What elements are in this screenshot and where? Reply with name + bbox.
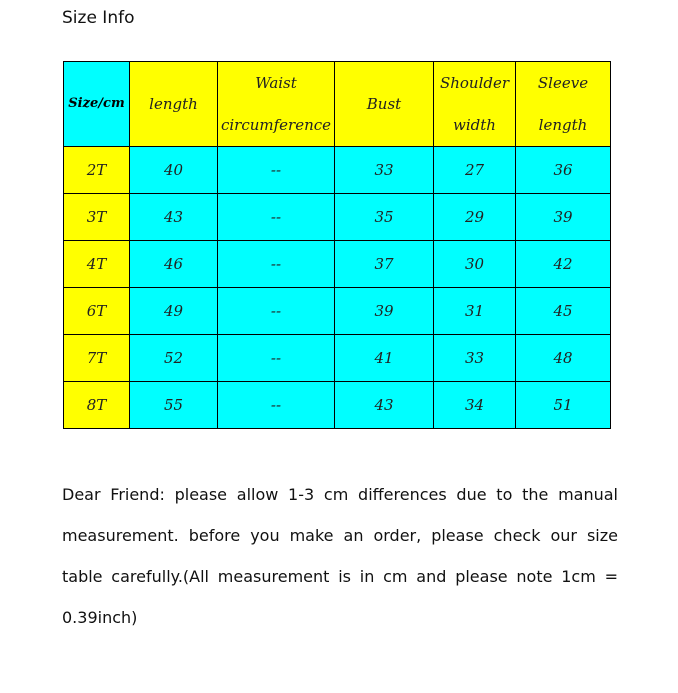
cell-waist: -- — [218, 335, 335, 382]
page-title: Size Info — [62, 8, 135, 28]
header-waist — [218, 62, 335, 147]
cell-waist: -- — [218, 194, 335, 241]
cell-sleeve: 36 — [516, 147, 611, 194]
cell-size: 3T — [64, 194, 130, 241]
cell-shoulder: 27 — [434, 147, 516, 194]
cell-size: 8T — [64, 382, 130, 429]
cell-shoulder: 34 — [434, 382, 516, 429]
header-sleeve — [516, 62, 611, 147]
cell-size: 4T — [64, 241, 130, 288]
cell-sleeve: 51 — [516, 382, 611, 429]
header-shoulder — [434, 62, 516, 147]
cell-waist: -- — [218, 241, 335, 288]
cell-shoulder: 33 — [434, 335, 516, 382]
table-row — [64, 241, 611, 288]
cell-size: 7T — [64, 335, 130, 382]
cell-sleeve: 48 — [516, 335, 611, 382]
header-size: Size/cm — [64, 62, 130, 147]
table-row — [64, 335, 611, 382]
table-row — [64, 147, 611, 194]
cell-length: 43 — [130, 194, 218, 241]
cell-bust: 33 — [335, 147, 434, 194]
size-table — [63, 61, 611, 429]
cell-bust: 43 — [335, 382, 434, 429]
cell-bust: 41 — [335, 335, 434, 382]
cell-length: 46 — [130, 241, 218, 288]
cell-length: 52 — [130, 335, 218, 382]
table-header-row — [64, 62, 611, 147]
cell-bust: 37 — [335, 241, 434, 288]
table-row — [64, 194, 611, 241]
cell-sleeve: 45 — [516, 288, 611, 335]
cell-sleeve: 39 — [516, 194, 611, 241]
cell-length: 49 — [130, 288, 218, 335]
header-length: length — [130, 62, 218, 147]
cell-waist: -- — [218, 288, 335, 335]
cell-length: 40 — [130, 147, 218, 194]
cell-shoulder: 29 — [434, 194, 516, 241]
size-note-paragraph: Dear Friend: please allow 1-3 cm differences due to the manual measurement. before you make an order, please check our size table carefully.(All measurement is in cm and please note 1cm = 0.39inch) — [62, 485, 618, 627]
header-shoulder-line1: Shoulder — [439, 74, 510, 92]
cell-shoulder: 30 — [434, 241, 516, 288]
cell-shoulder: 31 — [434, 288, 516, 335]
header-waist-line2: circumference — [220, 116, 332, 134]
cell-size: 6T — [64, 288, 130, 335]
cell-length: 55 — [130, 382, 218, 429]
table-row — [64, 288, 611, 335]
cell-waist: -- — [218, 382, 335, 429]
header-sleeve-line1: Sleeve — [537, 74, 589, 92]
header-waist-line1: Waist — [255, 74, 297, 92]
header-sleeve-line2: length — [538, 116, 588, 134]
cell-bust: 35 — [335, 194, 434, 241]
cell-bust: 39 — [335, 288, 434, 335]
cell-size: 2T — [64, 147, 130, 194]
cell-waist: -- — [218, 147, 335, 194]
table-row — [64, 382, 611, 429]
header-shoulder-line2: width — [453, 116, 496, 134]
header-bust: Bust — [335, 62, 434, 147]
cell-sleeve: 42 — [516, 241, 611, 288]
